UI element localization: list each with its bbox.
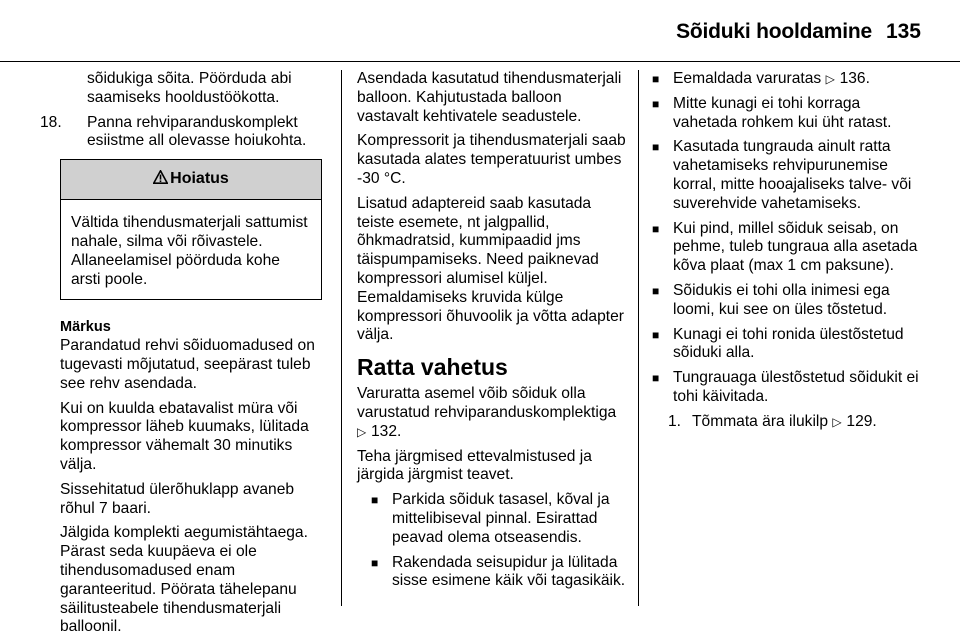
bullet-square-icon: ■ [652, 371, 660, 386]
note-paragraph: Sissehitatud ülerõhuklapp avaneb rõhul 7 baari. [60, 480, 295, 517]
warning-text: Vältida tihendusmaterjali sattumist nahale, silma või rõivastele. Allaneelamisel pöörduda kohe arsti poole. [71, 214, 308, 288]
column-2 [357, 70, 627, 597]
bullet-square-icon: ■ [652, 72, 660, 86]
note-paragraph: Kui on kuulda ebatavalist müra või kompressor läheb kuumaks, lülitada kompressor vähemalt 30 minutiks välja. [60, 399, 309, 473]
bullet-square-icon: ■ [371, 555, 379, 570]
step-text: Panna rehviparanduskomplekt esiistme all olevasse hoiukohta. [87, 113, 307, 150]
bullet-square-icon: ■ [652, 327, 660, 342]
column-1 [40, 70, 330, 642]
intro-text: Varuratta asemel võib sõiduk olla varustatud rehviparanduskomplektiga [357, 385, 617, 421]
warning-box [60, 159, 322, 300]
page-header [0, 0, 960, 62]
header-divider [0, 61, 960, 62]
list-item: ■ Kasutada tungrauda ainult ratta vahetamiseks rehvipurunemise korral, mitte hooajaliseks talve- või suverehvide vahetamiseks. [652, 138, 912, 212]
list-item: ■ Kunagi ei tohi ronida ülestõstetud sõiduki alla. [652, 325, 904, 362]
bullet-square-icon: ■ [652, 96, 660, 111]
intro-paragraph [357, 385, 627, 441]
list-item: ■ Parkida sõiduk tasasel, kõval ja mittelibiseval pinnal. Esirattad peavad olema otseasendis. [371, 491, 610, 546]
page-reference-link[interactable]: 136. [839, 70, 870, 87]
list-item: ■ Sõidukis ei tohi olla inimesi ega loomi, kui see on üles tõstetud. [652, 281, 890, 318]
column-divider-2 [638, 70, 639, 606]
column-divider-1 [341, 70, 342, 606]
section-title: Ratta vahetus [357, 354, 508, 381]
prep-paragraph: Teha järgmised ettevalmistused ja järgida järgmist teavet. [357, 447, 592, 484]
body-paragraph: Asendada kasutatud tihendusmaterjali balloon. Kahjutustada balloon vastavalt kehtivatele seadustele. [357, 70, 622, 125]
step-number: 18. [40, 113, 62, 131]
page-title: Sõiduki hooldamine [676, 20, 872, 43]
list-item: ■ Tungrauaga ülestõstetud sõidukit ei tohi käivitada. [652, 369, 919, 405]
preparation-list [357, 491, 627, 591]
note-paragraph: Jälgida komplekti aegumistähtaega. Pärast seda kuupäeva ei ole tihendusomadused enam garanteeritud. Pöörata tähelepanu säilitusteabele tihendusmaterjali balloonil. [60, 524, 308, 636]
column-3 [652, 70, 927, 432]
bullet-square-icon: ■ [371, 493, 379, 508]
list-item: ■ Rakendada seisupidur ja lülitada sisse esimene käik või tagasikäik. [371, 553, 626, 590]
list-item: ■ Eemaldada varuratas ▷ 136. [652, 70, 870, 87]
warning-header [61, 160, 321, 200]
note-paragraph: Parandatud rehvi sõiduomadused on tugevasti mõjutatud, seepärast tuleb see rehv asendada. [60, 337, 315, 392]
body-paragraph: Lisatud adaptereid saab kasutada teiste esemete, nt jalgpallid, õhkmadratsid, kummipaadid jms täispumpamiseks. Need paiknevad kompressori alumisel küljel. Eemaldamiseks kruvida külge kompressori õhuvoolik ja võtta adapter välja. [357, 194, 624, 344]
page-reference-link[interactable]: 129. [846, 412, 877, 430]
page-reference-link[interactable]: 132. [371, 422, 402, 440]
safety-list [652, 70, 927, 407]
note-title: Märkus [60, 319, 111, 336]
step-number: 1. [668, 412, 682, 430]
bullet-square-icon: ■ [652, 140, 660, 155]
page-reference-icon: ▷ [825, 72, 835, 86]
bullet-square-icon: ■ [652, 221, 660, 236]
list-item: ■ Kui pind, millel sõiduk seisab, on pehme, tuleb tungraua alla asetada kõva plaat (max 1 cm paksune). [652, 219, 918, 275]
warning-title: Hoiatus [170, 170, 229, 188]
list-item: ■ Mitte kunagi ei tohi korraga vahetada rohkem kui üht ratast. [652, 94, 892, 131]
warning-triangle-icon [153, 170, 168, 190]
continuation-text: sõidukiga sõita. Pöörduda abi saamiseks hooldustöökotta. [87, 70, 292, 106]
body-paragraph: Kompressorit ja tihendusmaterjali saab kasutada alates temperatuurist umbes -30 °C. [357, 132, 626, 187]
step-18 [40, 114, 330, 152]
page-reference-icon: ▷ [357, 424, 367, 439]
page-number: 135 [885, 20, 921, 43]
bullet-square-icon: ■ [652, 283, 660, 298]
page-reference-icon: ▷ [832, 414, 842, 429]
note-block [60, 318, 330, 637]
step-1: 1. Tõmmata ära ilukilp ▷ 129. [668, 412, 877, 430]
